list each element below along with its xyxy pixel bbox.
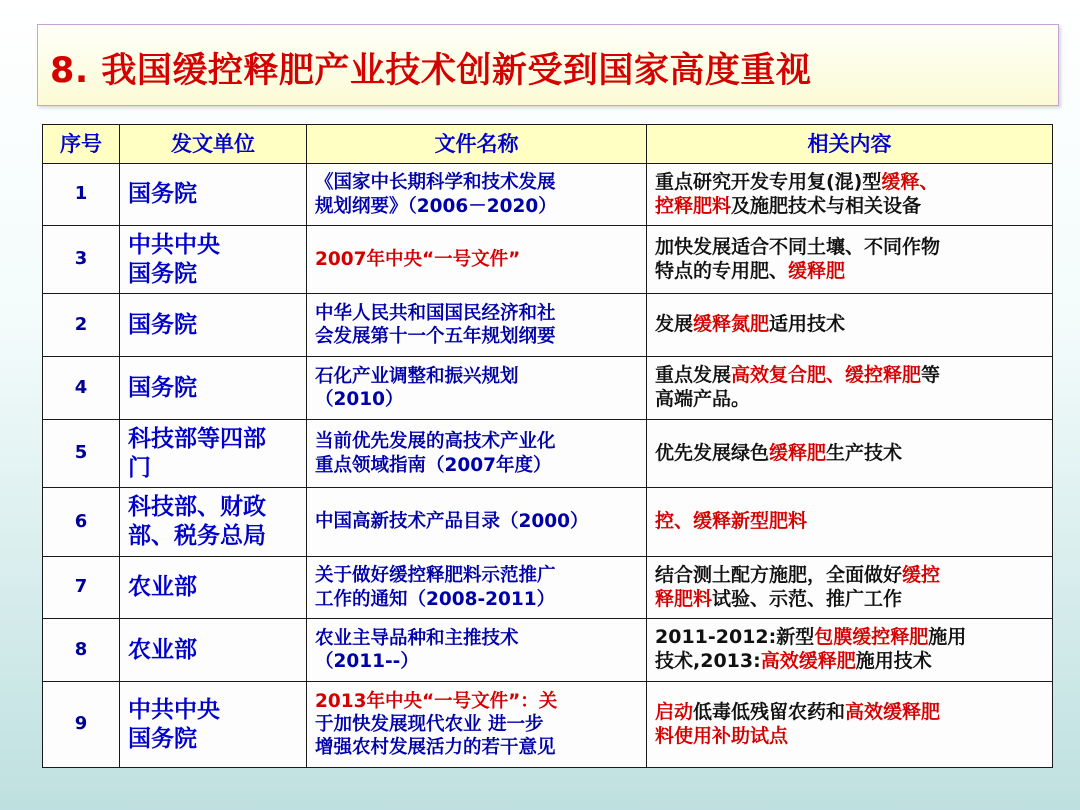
department-line: 国务院 <box>128 725 197 752</box>
document-line: 工作的通知（2008-2011） <box>315 588 556 610</box>
related-content <box>647 226 1053 294</box>
document-line: 增强农村发展活力的若干意见 <box>315 737 556 759</box>
highlight-text: 高效缓释肥 <box>845 700 941 723</box>
content-text: 生产技术 <box>826 441 903 464</box>
document-line: 于加快发展现代农业 进一步 <box>315 713 544 735</box>
highlight-text: 高效缓释肥 <box>760 650 856 672</box>
related-content <box>647 420 1053 488</box>
department-line: 部、税务总局 <box>128 523 266 549</box>
document-line: 当前优先发展的高技术产业化 <box>315 431 556 453</box>
issuing-department <box>120 557 307 619</box>
table-row <box>43 226 1053 294</box>
department-line: 农业部 <box>128 636 197 663</box>
document-line: 重点领域指南（2007年度） <box>315 454 552 476</box>
table-body <box>43 164 1053 768</box>
row-number: 2 <box>43 294 120 357</box>
header-no: 序号 <box>43 125 120 164</box>
content-text: 及施肥技术与相关设备 <box>731 194 922 217</box>
header-content: 相关内容 <box>647 125 1053 164</box>
related-content <box>647 557 1053 619</box>
document-line: 会发展第十一个五年规划纲要 <box>315 326 556 347</box>
document-name <box>307 357 647 420</box>
table-row <box>43 164 1053 226</box>
document-name <box>307 294 647 357</box>
slide-title: 8. 我国缓控释肥产业技术创新受到国家高度重视 <box>50 51 812 91</box>
department-line: 国务院 <box>128 311 197 338</box>
content-text: 结合测土配方施肥，全面做好 <box>655 563 903 586</box>
title-box <box>37 24 1059 106</box>
highlight-text: 包膜缓控释肥 <box>814 626 929 649</box>
department-line: 国务院 <box>128 374 197 401</box>
content-line <box>655 442 1044 466</box>
content-text: 技术,2013: <box>655 650 761 672</box>
highlight-text: 控释肥料 <box>655 194 732 217</box>
table-header-row <box>43 125 1053 164</box>
highlight-text: 缓控 <box>902 563 941 586</box>
document-line: 关于做好缓控释肥料示范推广 <box>315 565 556 587</box>
content-line <box>655 236 1044 260</box>
related-content <box>647 682 1053 768</box>
content-line <box>655 171 1044 195</box>
document-line: 2007年中央“一号文件” <box>315 248 521 270</box>
table-row <box>43 420 1053 488</box>
document-name <box>307 164 647 226</box>
issuing-department <box>120 226 307 294</box>
department-line: 门 <box>128 454 151 481</box>
content-line <box>655 701 1044 725</box>
document-line: 《国家中长期科学和技术发展 <box>315 172 556 194</box>
content-line <box>655 260 1044 284</box>
content-text: 试验、示范、推广工作 <box>712 587 903 610</box>
issuing-department <box>120 682 307 768</box>
row-number: 4 <box>43 357 120 420</box>
document-name <box>307 420 647 488</box>
table-row <box>43 294 1053 357</box>
department-line: 中共中央 <box>128 696 220 723</box>
document-name <box>307 488 647 557</box>
related-content <box>647 164 1053 226</box>
content-line <box>655 313 1044 337</box>
document-name <box>307 557 647 619</box>
department-line: 科技部等四部 <box>128 425 266 452</box>
highlight-text: 缓释氮肥 <box>693 313 770 336</box>
document-line: 中国高新技术产品目录（2000） <box>315 511 589 533</box>
content-text: 施用技术 <box>855 650 932 672</box>
content-text: 发展 <box>655 313 694 336</box>
content-text: 低毒低残留农药和 <box>693 700 846 723</box>
content-text: 高端产品。 <box>655 388 751 410</box>
content-text: 特点的专用肥、 <box>655 259 789 282</box>
content-line <box>655 650 1044 674</box>
related-content <box>647 357 1053 420</box>
document-name <box>307 226 647 294</box>
table-row <box>43 557 1053 619</box>
highlight-text: 启动 <box>655 700 694 723</box>
issuing-department <box>120 619 307 682</box>
department-line: 农业部 <box>128 574 197 601</box>
document-line: 规划纲要》（2006－2020） <box>315 195 557 217</box>
row-number: 7 <box>43 557 120 619</box>
content-text: 重点发展 <box>655 364 732 387</box>
row-number: 6 <box>43 488 120 557</box>
document-line: 石化产业调整和振兴规划 <box>315 365 519 387</box>
document-line: 农业主导品种和主推技术 <box>315 627 519 649</box>
content-line <box>655 510 1044 534</box>
highlight-text: 缓释肥 <box>769 441 827 464</box>
row-number: 1 <box>43 164 120 226</box>
content-line <box>655 564 1044 588</box>
highlight-text: 高效复合肥、缓控释肥 <box>731 364 922 387</box>
document-line: 2013年中央“一号文件”：关 <box>315 690 558 712</box>
document-line: 中华人民共和国国民经济和社 <box>315 302 556 324</box>
department-line: 中共中央 <box>128 231 220 258</box>
content-line <box>655 626 1044 650</box>
related-content <box>647 294 1053 357</box>
policy-table <box>42 124 1053 768</box>
content-text: 加快发展适合不同土壤、不同作物 <box>655 235 941 258</box>
highlight-text: 料使用补助试点 <box>655 724 789 747</box>
document-line: （2011--） <box>315 651 419 672</box>
header-doc: 文件名称 <box>307 125 647 164</box>
document-name <box>307 682 647 768</box>
department-line: 国务院 <box>128 260 197 287</box>
document-name <box>307 619 647 682</box>
content-line <box>655 364 1044 388</box>
issuing-department <box>120 420 307 488</box>
row-number: 9 <box>43 682 120 768</box>
content-text: 2011-2012:新型 <box>655 626 815 649</box>
document-line: （2010） <box>315 389 404 410</box>
content-line <box>655 388 1044 412</box>
issuing-department <box>120 357 307 420</box>
content-text: 优先发展绿色 <box>655 441 770 464</box>
content-line <box>655 588 1044 612</box>
content-text: 适用技术 <box>769 313 846 336</box>
issuing-department <box>120 488 307 557</box>
table-row <box>43 619 1053 682</box>
row-number: 8 <box>43 619 120 682</box>
highlight-text: 释肥料 <box>655 587 713 610</box>
related-content <box>647 619 1053 682</box>
content-line <box>655 725 1044 749</box>
department-line: 国务院 <box>128 181 197 208</box>
issuing-department <box>120 164 307 226</box>
table-row <box>43 488 1053 557</box>
highlight-text: 缓释肥 <box>788 259 846 282</box>
highlight-text: 控、缓释新型肥料 <box>655 510 808 533</box>
related-content <box>647 488 1053 557</box>
content-line <box>655 195 1044 219</box>
content-text: 重点研究开发专用复(混)型 <box>655 170 882 193</box>
table-row <box>43 357 1053 420</box>
content-text: 施用 <box>928 626 967 649</box>
row-number: 3 <box>43 226 120 294</box>
issuing-department <box>120 294 307 357</box>
table-row <box>43 682 1053 768</box>
row-number: 5 <box>43 420 120 488</box>
content-text: 等 <box>921 364 941 387</box>
department-line: 科技部、财政 <box>128 494 266 521</box>
highlight-text: 缓释、 <box>881 170 939 193</box>
header-dept: 发文单位 <box>120 125 307 164</box>
